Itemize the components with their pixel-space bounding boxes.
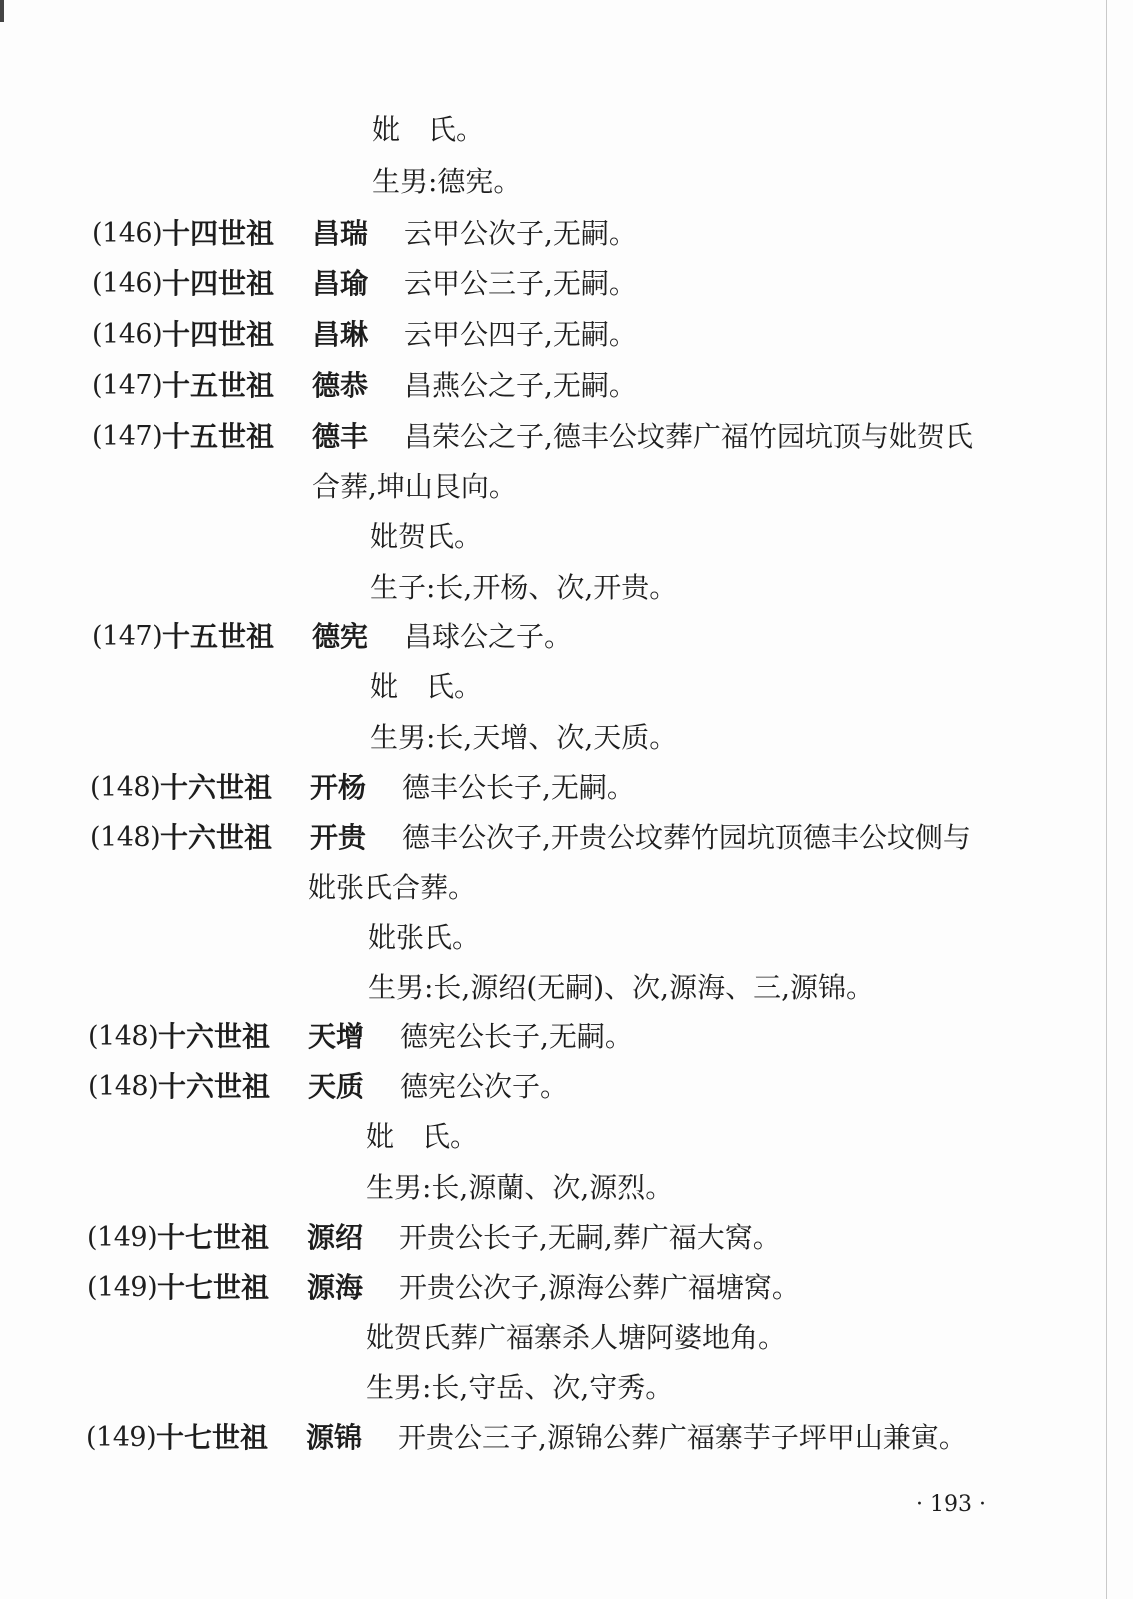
entry-description: 昌荣公之子,德丰公坟葬广福竹园坑顶与妣贺氏: [404, 420, 973, 453]
entry-name: 天质: [308, 1070, 365, 1103]
line-text: 妣张氏合葬。: [308, 871, 477, 904]
entry-name: 开贵: [310, 821, 367, 854]
entry-generation: 十六世祖: [160, 821, 273, 854]
entry-generation: 十四世祖: [162, 318, 275, 351]
entry-name: 德宪: [312, 620, 369, 653]
entry-generation: 十五世祖: [162, 369, 275, 402]
entry-number: (146): [92, 218, 163, 249]
entry-description: 云甲公三子,无嗣。: [404, 267, 637, 300]
entry-description: 德丰公长子,无嗣。: [402, 771, 635, 804]
entry-number: (148): [90, 822, 161, 853]
entry-generation: 十四世祖: [162, 267, 275, 300]
genealogy-entry: [0, 212, 1133, 256]
entry-name: 开杨: [310, 771, 367, 804]
text-line: [308, 866, 476, 910]
entry-number: (149): [87, 1222, 158, 1253]
text-line: [370, 665, 482, 709]
genealogy-entry: [0, 1216, 1128, 1260]
entry-name: 源海: [307, 1271, 364, 1304]
genealogy-entry: [0, 615, 1133, 659]
entry-name: 源锦: [306, 1421, 363, 1454]
line-text: 生男:长,天增、次,天质。: [370, 721, 678, 754]
text-line: [366, 1366, 673, 1410]
text-line: [368, 916, 480, 960]
line-text: 生男:德宪。: [372, 165, 522, 198]
entry-generation: 十七世祖: [157, 1271, 270, 1304]
entry-generation: 十六世祖: [160, 771, 273, 804]
entry-description: 昌球公之子。: [404, 620, 573, 653]
line-text: 妣 氏。: [372, 113, 485, 146]
genealogy-entry: [0, 766, 1131, 810]
text-line: [368, 966, 874, 1010]
genealogy-entry: [0, 262, 1133, 306]
genealogy-entry: [0, 364, 1133, 408]
text-line: [372, 108, 484, 152]
entry-name: 德丰: [312, 420, 369, 453]
entry-description: 德宪公次子。: [400, 1070, 569, 1103]
entry-generation: 十七世祖: [156, 1421, 269, 1454]
entry-name: 源绍: [307, 1221, 364, 1254]
text-line: [372, 160, 521, 204]
genealogy-entry: [0, 1015, 1129, 1059]
entry-description: 云甲公四子,无嗣。: [404, 318, 637, 351]
entry-number: (146): [92, 319, 163, 350]
line-text: 妣张氏。: [368, 921, 481, 954]
text-line: [366, 1166, 673, 1210]
entry-name: 昌瑞: [312, 217, 369, 250]
line-text: 合葬,坤山艮向。: [312, 470, 517, 503]
entry-description: 昌燕公之子,无嗣。: [404, 369, 637, 402]
entry-number: (147): [92, 421, 163, 452]
entry-number: (148): [88, 1071, 159, 1102]
entry-description: 德宪公长子,无嗣。: [400, 1020, 633, 1053]
text-line: [370, 566, 677, 610]
genealogy-entry: [0, 313, 1133, 357]
line-text: 生男:长,源蘭、次,源烈。: [366, 1171, 674, 1204]
text-line: [370, 515, 482, 559]
entry-generation: 十四世祖: [162, 217, 275, 250]
entry-description: 开贵公长子,无嗣,葬广福大窝。: [399, 1221, 781, 1254]
entry-description: 开贵公三子,源锦公葬广福寨芋子坪甲山兼寅。: [398, 1421, 967, 1454]
text-line: [366, 1115, 478, 1159]
line-text: 妣 氏。: [366, 1120, 479, 1153]
entry-description: 德丰公次子,开贵公坟葬竹园坑顶德丰公坟侧与: [402, 821, 971, 854]
line-text: 妣 氏。: [370, 670, 483, 703]
entry-name: 德恭: [312, 369, 369, 402]
text-line: [312, 465, 517, 509]
line-text: 生男:长,源绍(无嗣)、次,源海、三,源锦。: [368, 971, 874, 1004]
entry-generation: 十五世祖: [162, 620, 275, 653]
line-text: 生男:长,守岳、次,守秀。: [366, 1371, 674, 1404]
entry-description: 云甲公次子,无嗣。: [404, 217, 637, 250]
genealogy-entry: [0, 816, 1131, 860]
entry-number: (149): [86, 1422, 157, 1453]
entry-name: 昌琳: [312, 318, 369, 351]
scan-edge-mark: [0, 0, 4, 22]
entry-description: 开贵公次子,源海公葬广福塘窝。: [399, 1271, 800, 1304]
entry-name: 天增: [308, 1020, 365, 1053]
entry-number: (148): [90, 772, 161, 803]
entry-number: (148): [88, 1021, 159, 1052]
entry-generation: 十六世祖: [158, 1020, 271, 1053]
line-text: 生子:长,开杨、次,开贵。: [370, 571, 678, 604]
entry-number: (147): [92, 370, 163, 401]
entry-number: (147): [92, 621, 163, 652]
entry-generation: 十五世祖: [162, 420, 275, 453]
entry-generation: 十六世祖: [158, 1070, 271, 1103]
page-number: · 193 ·: [916, 1492, 986, 1517]
line-text: 妣贺氏。: [370, 520, 483, 553]
entry-number: (149): [87, 1272, 158, 1303]
entry-name: 昌瑜: [312, 267, 369, 300]
genealogy-entry: [0, 1416, 1127, 1460]
text-line: [370, 716, 677, 760]
genealogy-entry: [0, 1065, 1129, 1109]
genealogy-entry: [0, 1266, 1128, 1310]
line-text: 妣贺氏葬广福寨杀人塘阿婆地角。: [366, 1321, 787, 1354]
entry-number: (146): [92, 268, 163, 299]
entry-generation: 十七世祖: [157, 1221, 270, 1254]
text-line: [366, 1316, 786, 1360]
genealogy-entry: [0, 415, 1133, 459]
